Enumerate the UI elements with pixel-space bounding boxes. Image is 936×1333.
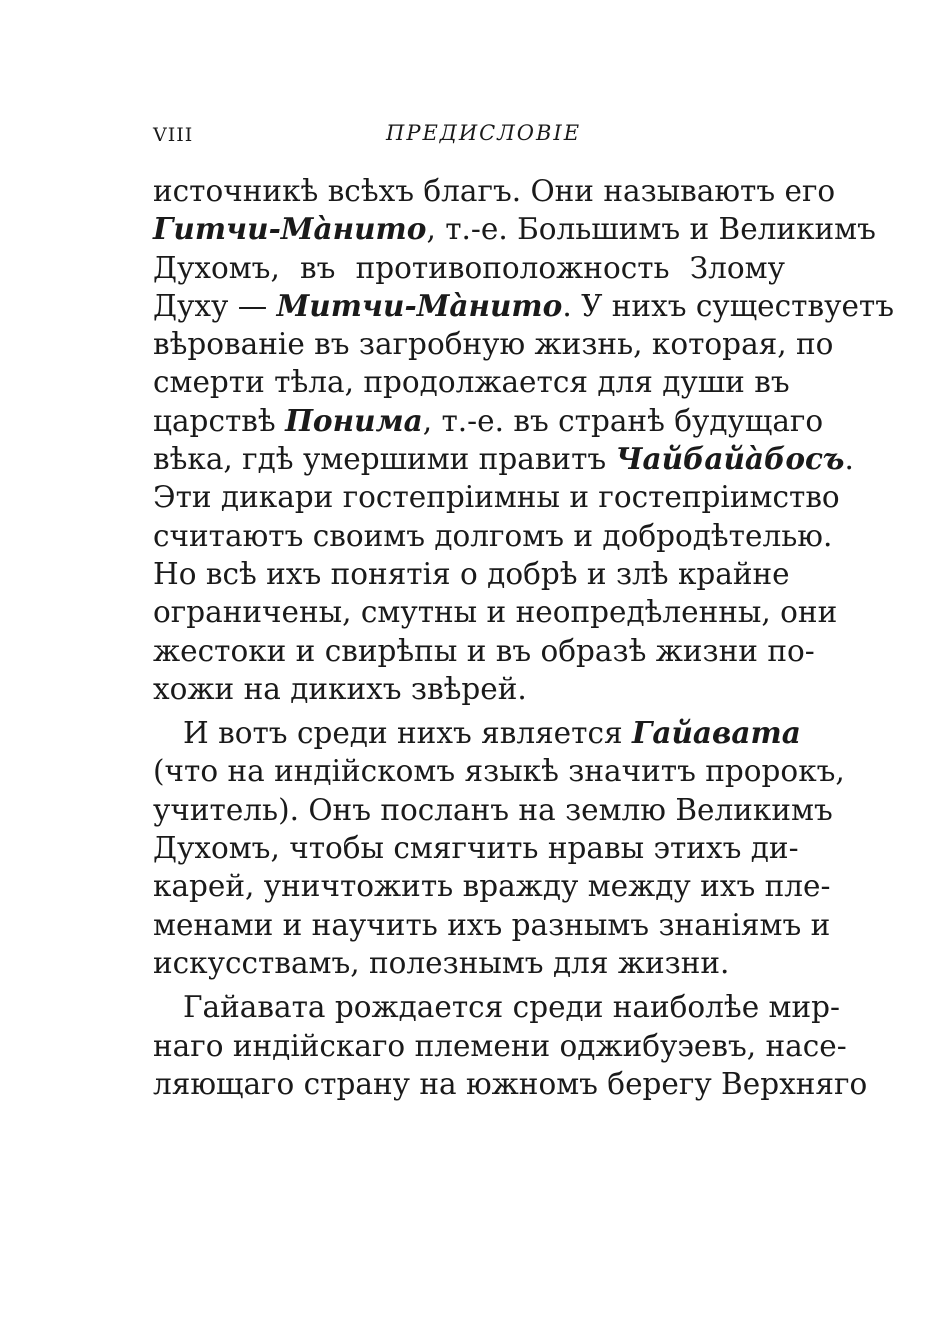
text-segment: вѣка, гдѣ умершими правитъ	[153, 442, 616, 477]
text-line	[153, 714, 801, 752]
text-segment: Духомъ, въ противоположность Злому	[153, 250, 785, 285]
text-line	[153, 172, 836, 210]
text-line	[153, 325, 834, 363]
emphasized-name: Митчи-Мàнито	[276, 287, 563, 323]
text-segment: считаютъ своимъ долгомъ и добродѣтелью.	[153, 518, 833, 553]
text-line	[153, 1065, 868, 1103]
text-line	[153, 478, 840, 516]
text-segment: . У нихъ существуетъ	[562, 288, 894, 323]
text-segment: Духу —	[153, 288, 277, 323]
text-line	[153, 1027, 847, 1065]
text-segment: Духомъ, чтобы смягчить нравы этихъ ди-	[153, 831, 799, 866]
text-line	[153, 791, 833, 829]
text-line	[153, 829, 799, 867]
text-segment: наго индійскаго племени оджибуэевъ, насе-	[153, 1028, 847, 1063]
text-segment: ограничены, смутны и неопредѣленны, они	[153, 595, 838, 630]
text-segment: (что на индійскомъ языкѣ значитъ пророкъ,	[153, 754, 845, 789]
text-line	[153, 402, 824, 440]
text-segment: царствѣ	[153, 403, 286, 438]
text-line	[153, 906, 831, 944]
text-segment: , т.-е. въ странѣ будущаго	[422, 403, 824, 438]
text-segment: жестоки и свирѣпы и въ образѣ жизни по-	[153, 633, 815, 668]
text-line	[153, 867, 831, 905]
text-segment: менами и научить ихъ разнымъ знаніямъ и	[153, 907, 831, 942]
emphasized-name: Гитчи-Мàнито	[153, 211, 427, 247]
text-segment: источникѣ всѣхъ благъ. Они называютъ его	[153, 174, 836, 208]
text-segment: вѣрованіе въ загробную жизнь, которая, по	[153, 327, 834, 362]
text-line	[153, 363, 790, 401]
text-line	[153, 287, 894, 325]
text-line	[153, 517, 833, 555]
text-line	[153, 555, 790, 593]
text-segment: карей, уничтожить вражду между ихъ пле-	[153, 869, 831, 904]
text-line	[153, 593, 838, 631]
text-segment: Эти дикари гостепріимны и гостепріимство	[153, 480, 840, 515]
text-segment: Но всѣ ихъ понятія о добрѣ и злѣ крайне	[153, 556, 790, 591]
emphasized-name: Гайавата	[631, 715, 801, 751]
text-segment: , т.-е. Большимъ и Великимъ	[426, 212, 876, 247]
text-line	[153, 632, 815, 670]
text-segment: Гайавата рождается среди наиболѣе мир-	[183, 990, 840, 1025]
text-segment: смерти тѣла, продолжается для души въ	[153, 365, 790, 400]
text-line	[153, 210, 876, 248]
page-number: VIII	[153, 124, 194, 146]
text-segment: искусствамъ, полезнымъ для жизни.	[153, 945, 730, 980]
body-text	[153, 172, 894, 1103]
text-line	[153, 440, 854, 478]
text-segment: хожи на дикихъ звѣрей.	[153, 671, 527, 706]
emphasized-name: Понима	[285, 402, 423, 438]
text-line	[153, 670, 785, 708]
text-segment: учитель). Онъ посланъ на землю Великимъ	[153, 792, 833, 827]
text-line	[153, 944, 785, 982]
running-title: ПРЕДИСЛОВІЕ	[386, 121, 582, 145]
text-segment: ляющаго страну на южномъ берегу Верхняго	[153, 1066, 868, 1101]
emphasized-name: Чайбайàбосъ	[615, 441, 845, 477]
text-line	[153, 752, 845, 790]
text-line	[153, 988, 840, 1026]
text-line	[153, 249, 785, 287]
text-segment: И вотъ среди нихъ является	[183, 716, 632, 751]
text-segment: .	[844, 442, 854, 477]
